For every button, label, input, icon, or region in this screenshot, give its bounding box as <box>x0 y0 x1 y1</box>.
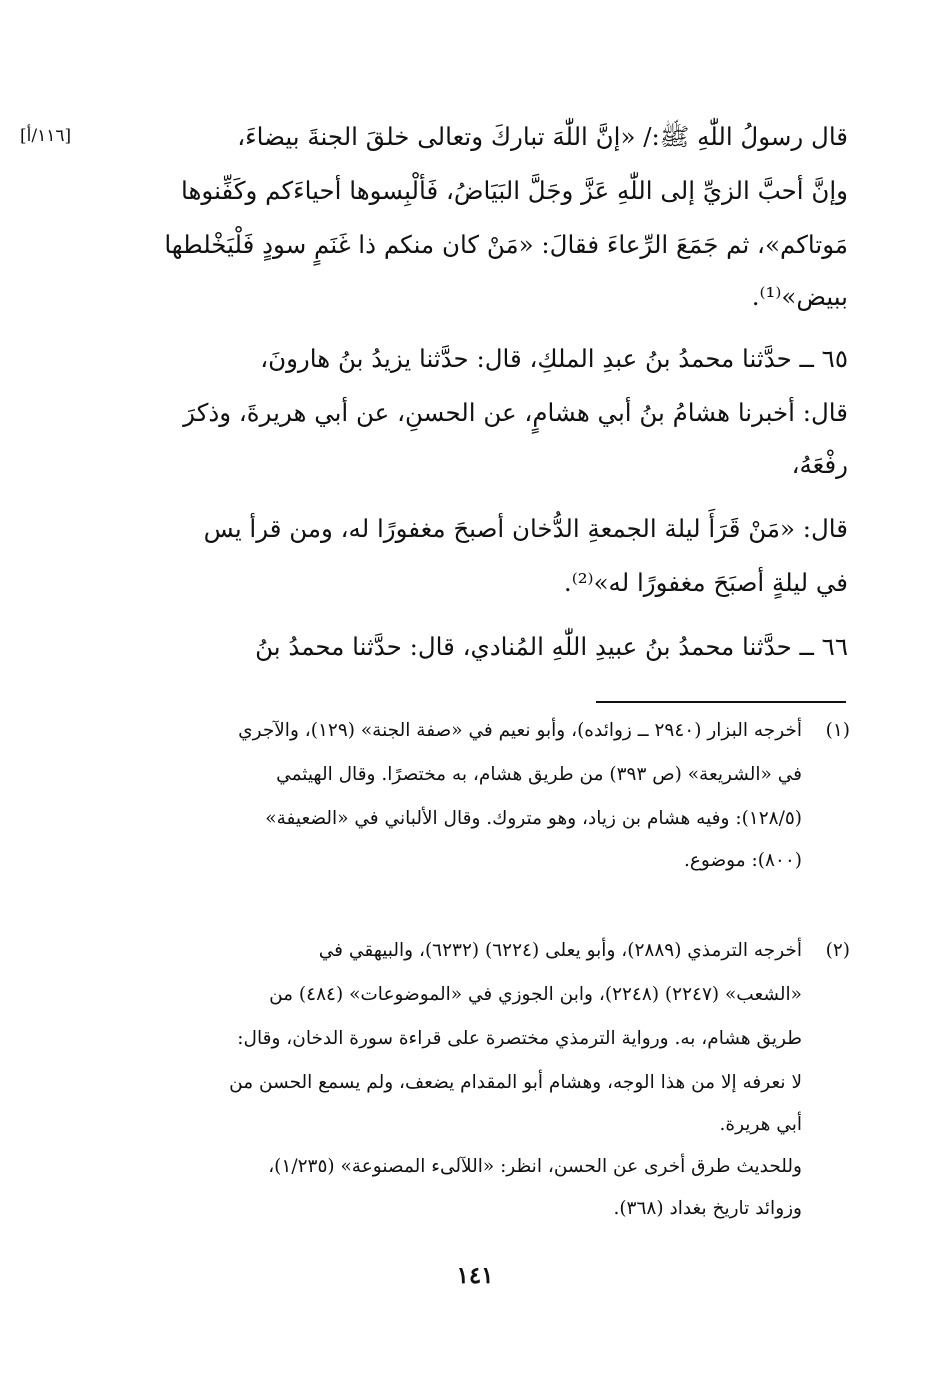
footnote-number: (٢) <box>825 940 850 961</box>
footnote-line: وللحديث طرق أخرى عن الحسن، انظر: «اللآلىء المصنوعة» (١/٢٣٥)، <box>268 1156 802 1177</box>
text-line: مَوتاكم»، ثم جَمَعَ الرِّعاءَ فقالَ: «مَنْ كان منكم ذا غَنَمٍ سودٍ فَلْيَخْلطها <box>164 230 848 259</box>
text-line: وإنَّ أحبَّ الزيِّ إلى اللّٰهِ عَزَّ وجَلَّ البَيَاضُ، فَألْبِسوها أحياءَكم وكَفِّنوها <box>181 176 848 205</box>
footnote-line: «الشعب» (٢٢٤٧) (٢٢٤٨)، وابن الجوزي في «الموضوعات» (٤٨٤) من <box>269 984 802 1005</box>
footnote-line: في «الشريعة» (ص ٣٩٣) من طريق هشام، به مختصرًا. وقال الهيثمي <box>276 764 802 785</box>
footnote-line: أخرجه البزار (٢٩٤٠ ــ زوائده)، وأبو نعيم في «صفة الجنة» (١٢٩)، والآجري <box>238 720 802 741</box>
hadith-66-heading: ٦٦ ــ حدَّثنا محمدُ بنُ عبيدِ اللّٰهِ المُنادي، قال: حدَّثنا محمدُ بنُ <box>255 632 848 661</box>
text-line: قال: أخبرنا هشامُ بنُ أبي هشامٍ، عن الحسنِ، عن أبي هريرةَ، وذكرَ <box>183 398 848 427</box>
manuscript-folio-note: [١١٦/أ] <box>20 126 72 146</box>
footnote-line: وزوائد تاريخ بغداد (٣٦٨). <box>613 1198 802 1219</box>
text-line: قال: «مَنْ قَرَأَ ليلة الجمعةِ الدُّخان أصبحَ مغفورًا له، ومن قرأ يس <box>203 514 848 543</box>
hadith-65-heading: ٦٥ ــ حدَّثنا محمدُ بنُ عبدِ الملكِ، قال: حدَّثنا يزيدُ بنُ هارونَ، <box>260 344 848 373</box>
text-line: رفْعَهُ، <box>791 450 848 479</box>
text-line: قال رسولُ اللّٰهِ ﷺ:/ «إنَّ اللّٰهَ تباركَ وتعالى خلقَ الجنةَ بيضاءَ، <box>237 122 848 151</box>
footnote-line: (٨٠٠): موضوع. <box>683 850 802 871</box>
footnote-separator <box>596 701 846 703</box>
text-line: ببيض»⁽¹⁾. <box>751 282 848 311</box>
footnote-line: طريق هشام، به. ورواية الترمذي مختصرة على قراءة سورة الدخان، وقال: <box>237 1028 802 1049</box>
page-number: ١٤١ <box>456 1262 494 1289</box>
footnote-line: أبي هريرة. <box>719 1114 802 1135</box>
text-line: في ليلةٍ أصبَحَ مغفورًا له»⁽²⁾. <box>563 568 848 597</box>
footnote-number: (١) <box>825 720 850 741</box>
footnote-line: (١٢٨/٥): وفيه هشام بن زياد، وهو متروك. وقال الألباني في «الضعيفة» <box>265 808 802 829</box>
footnote-line: لا نعرفه إلا من هذا الوجه، وهشام أبو المقدام يضعف، ولم يسمع الحسن من <box>229 1072 802 1093</box>
footnote-line: أخرجه الترمذي (٢٨٨٩)، وأبو يعلى (٦٢٢٤) (٦٢٣٢)، والبيهقي في <box>318 940 802 961</box>
